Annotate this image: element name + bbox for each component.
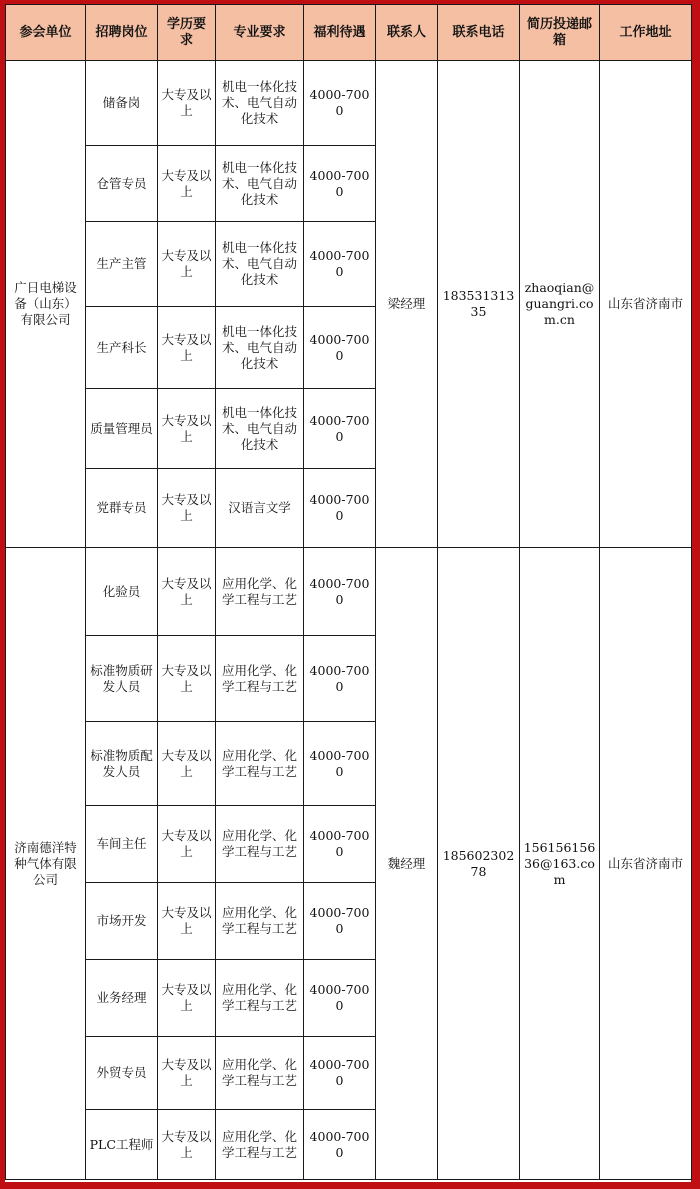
- major: 应用化学、化学工程与工艺: [216, 1110, 304, 1180]
- company-name: 济南德洋特种气体有限公司: [6, 548, 86, 1180]
- salary: 4000-7000: [304, 61, 376, 146]
- table-row: [6, 61, 692, 146]
- salary: 4000-7000: [304, 146, 376, 222]
- education: 大专及以上: [158, 806, 216, 883]
- work-address: 山东省济南市: [600, 61, 692, 548]
- position-title: 质量管理员: [86, 389, 158, 469]
- position-title: 生产主管: [86, 222, 158, 307]
- education: 大专及以上: [158, 469, 216, 548]
- resume-email: 15615615636@163.com: [520, 548, 600, 1180]
- education: 大专及以上: [158, 307, 216, 389]
- position-title: PLC工程师: [86, 1110, 158, 1180]
- major: 机电一体化技术、电气自动化技术: [216, 146, 304, 222]
- education: 大专及以上: [158, 146, 216, 222]
- header-education: 学历要求: [158, 5, 216, 61]
- position-title: 标准物质配发人员: [86, 722, 158, 806]
- major: 应用化学、化学工程与工艺: [216, 636, 304, 722]
- major: 应用化学、化学工程与工艺: [216, 1037, 304, 1110]
- education: 大专及以上: [158, 883, 216, 960]
- header-contact: 联系人: [376, 5, 438, 61]
- salary: 4000-7000: [304, 548, 376, 636]
- company-name: 广日电梯设备（山东）有限公司: [6, 61, 86, 548]
- header-row: [6, 5, 692, 61]
- salary: 4000-7000: [304, 883, 376, 960]
- position-title: 仓管专员: [86, 146, 158, 222]
- major: 应用化学、化学工程与工艺: [216, 960, 304, 1037]
- recruitment-table: [5, 4, 692, 1180]
- education: 大专及以上: [158, 389, 216, 469]
- header-company: 参会单位: [6, 5, 86, 61]
- position-title: 市场开发: [86, 883, 158, 960]
- salary: 4000-7000: [304, 636, 376, 722]
- position-title: 储备岗: [86, 61, 158, 146]
- position-title: 生产科长: [86, 307, 158, 389]
- position-title: 化验员: [86, 548, 158, 636]
- salary: 4000-7000: [304, 960, 376, 1037]
- education: 大专及以上: [158, 960, 216, 1037]
- position-title: 党群专员: [86, 469, 158, 548]
- position-title: 标准物质研发人员: [86, 636, 158, 722]
- major: 应用化学、化学工程与工艺: [216, 722, 304, 806]
- salary: 4000-7000: [304, 389, 376, 469]
- work-address: 山东省济南市: [600, 548, 692, 1180]
- education: 大专及以上: [158, 722, 216, 806]
- major: 机电一体化技术、电气自动化技术: [216, 389, 304, 469]
- contact-person: 魏经理: [376, 548, 438, 1180]
- header-address: 工作地址: [600, 5, 692, 61]
- salary: 4000-7000: [304, 806, 376, 883]
- major: 应用化学、化学工程与工艺: [216, 883, 304, 960]
- bottom-border-strip: [0, 1183, 700, 1189]
- salary: 4000-7000: [304, 1037, 376, 1110]
- header-salary: 福利待遇: [304, 5, 376, 61]
- education: 大专及以上: [158, 1037, 216, 1110]
- major: 机电一体化技术、电气自动化技术: [216, 61, 304, 146]
- salary: 4000-7000: [304, 222, 376, 307]
- position-title: 业务经理: [86, 960, 158, 1037]
- job-table-frame: [5, 4, 691, 1182]
- major: 机电一体化技术、电气自动化技术: [216, 222, 304, 307]
- header-email: 简历投递邮箱: [520, 5, 600, 61]
- resume-email: zhaoqian@guangri.com.cn: [520, 61, 600, 548]
- header-position: 招聘岗位: [86, 5, 158, 61]
- header-phone: 联系电话: [438, 5, 520, 61]
- education: 大专及以上: [158, 1110, 216, 1180]
- major: 应用化学、化学工程与工艺: [216, 806, 304, 883]
- contact-phone: 18353131335: [438, 61, 520, 548]
- education: 大专及以上: [158, 61, 216, 146]
- contact-person: 梁经理: [376, 61, 438, 548]
- position-title: 外贸专员: [86, 1037, 158, 1110]
- contact-phone: 18560230278: [438, 548, 520, 1180]
- salary: 4000-7000: [304, 469, 376, 548]
- position-title: 车间主任: [86, 806, 158, 883]
- education: 大专及以上: [158, 222, 216, 307]
- education: 大专及以上: [158, 548, 216, 636]
- salary: 4000-7000: [304, 1110, 376, 1180]
- header-major: 专业要求: [216, 5, 304, 61]
- table-row: [6, 548, 692, 636]
- major: 汉语言文学: [216, 469, 304, 548]
- salary: 4000-7000: [304, 307, 376, 389]
- education: 大专及以上: [158, 636, 216, 722]
- salary: 4000-7000: [304, 722, 376, 806]
- major: 应用化学、化学工程与工艺: [216, 548, 304, 636]
- major: 机电一体化技术、电气自动化技术: [216, 307, 304, 389]
